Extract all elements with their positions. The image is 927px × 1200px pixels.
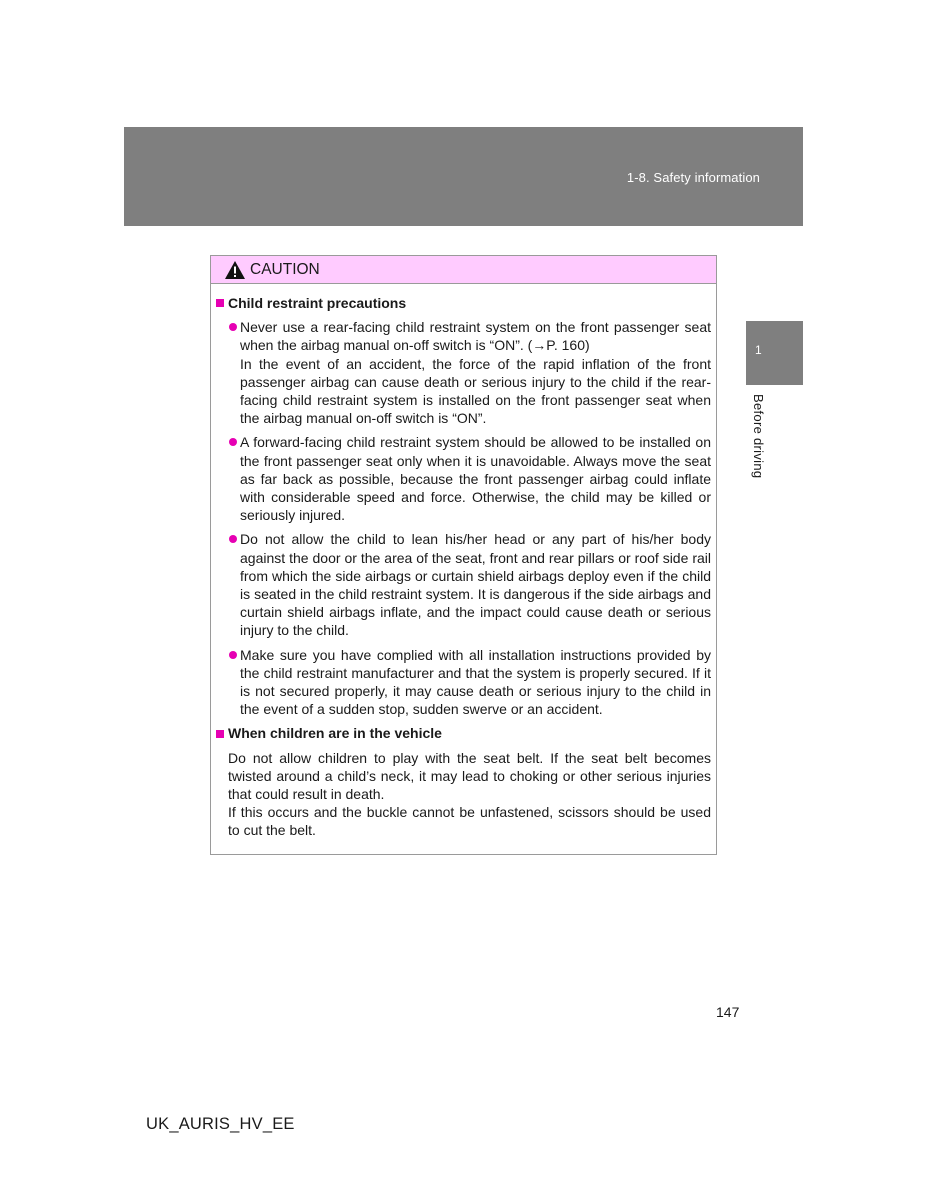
section-heading-child-restraint (216, 294, 711, 312)
round-bullet-icon (229, 651, 237, 659)
bullet-item (216, 433, 711, 524)
caution-body (211, 284, 716, 840)
caution-label: CAUTION (250, 260, 320, 278)
section-heading-text: When children are in the vehicle (228, 725, 442, 742)
bullet-item (216, 646, 711, 719)
page-number: 147 (716, 1004, 740, 1020)
caution-header (211, 256, 716, 284)
bullet-item (216, 318, 711, 427)
chapter-number: 1 (755, 343, 762, 357)
caution-box (210, 255, 717, 855)
document-code: UK_AURIS_HV_EE (146, 1115, 295, 1133)
section-paragraph (216, 749, 711, 840)
round-bullet-icon (229, 535, 237, 543)
bullet-text: A forward-facing child restraint system should be allowed to be installed on the front passenger seat only when it is unavoidable. Always move the seat as far back as possible, because the front passenger airbag could inflate with considerable speed and force. Otherwise, the child may be killed or seriously injured. (240, 434, 711, 524)
header-band (124, 127, 803, 226)
warning-triangle-icon (224, 260, 246, 280)
section-title: 1-8. Safety information (626, 170, 760, 185)
bullet-text: Do not allow the child to lean his/her head or any part of his/her body against the door or the area of the seat, front and rear pillars or roof side rail from which the side airbags or curtain shield airbags deploy even if the child is seated in the child restraint system. It is dangerous if the side airbags and curtain shield airbags inflate, and the impact could cause death or serious injury to the child. (240, 531, 711, 639)
bullet-text-continued: In the event of an accident, the force of the rapid inflation of the front passenger airbag can cause death or serious injury to the child if the rear-facing child restraint system is installed on the front passenger seat when the airbag manual on-off switch is “ON”. (240, 355, 711, 427)
square-bullet-icon (216, 299, 224, 307)
round-bullet-icon (229, 438, 237, 446)
square-bullet-icon (216, 730, 224, 738)
bullet-text: Never use a rear-facing child restraint system on the front passenger seat when the airbag manual on-off switch is “ON”. (→P. 160) (240, 319, 711, 354)
bullet-text: Make sure you have complied with all installation instructions provided by the child restraint manufacturer and that the system is properly secured. If it is not secured properly, it may cause death or serious injury to the child in the event of a sudden stop, sudden swerve or an accident. (240, 646, 711, 718)
chapter-tab (746, 321, 803, 385)
paragraph-text: Do not allow children to play with the seat belt. If the seat belt becomes twisted around a child’s neck, it may lead to choking or other serious injuries that could result in death. (228, 749, 711, 803)
section-heading-children-in-vehicle (216, 724, 711, 742)
paragraph-text: If this occurs and the buckle cannot be unfastened, scissors should be used to cut the belt. (228, 804, 711, 839)
round-bullet-icon (229, 323, 237, 331)
chapter-title: Before driving (751, 394, 766, 479)
section-heading-text: Child restraint precautions (228, 295, 407, 311)
bullet-item (216, 530, 711, 639)
